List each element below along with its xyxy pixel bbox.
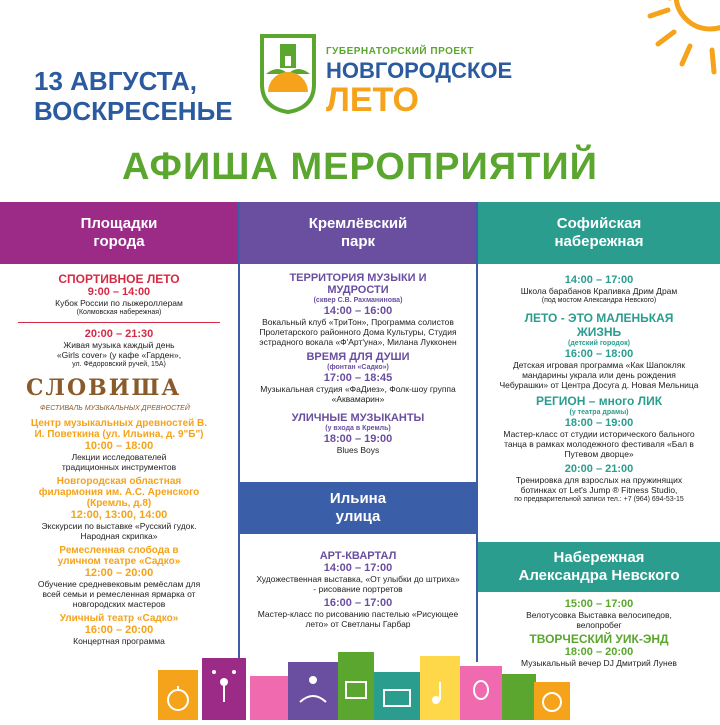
phil-desc: Экскурсии по выставке «Русский гудок. Народная скрипка» <box>41 521 197 541</box>
column-sofia-embankment <box>478 202 720 668</box>
region-desc: Мастер-класс от студии исторического бального танца в рамках молодежного фестиваля «Бал в Путевом дворце» <box>503 429 695 459</box>
drum-section <box>478 274 720 305</box>
sport-title: СПОРТИВНОЕ ЛЕТО <box>58 272 180 286</box>
region-title: РЕГИОН – много ЛИК <box>535 394 663 408</box>
territory-section <box>240 272 476 347</box>
territory-note: (сквер С.В. Рахманинова) <box>313 297 403 304</box>
date-line-2: ВОСКРЕСЕНЬЕ <box>34 96 233 126</box>
music-note-icon <box>420 656 460 720</box>
art-time-1: 14:00 – 17:00 <box>323 562 393 574</box>
phil-time: 12:00, 13:00, 14:00 <box>70 509 168 521</box>
column-header-sofia: Софийская набережная <box>478 202 720 264</box>
drum-desc: Школа барабанов Крапивка Дрим Драм <box>520 286 678 296</box>
book-icon <box>338 652 374 720</box>
sport-time: 9:00 – 14:00 <box>87 286 151 298</box>
theatre-time: 16:00 – 20:00 <box>84 624 154 636</box>
novgorod-summer-logo-icon <box>258 30 318 114</box>
logo-line-1: НОВГОРОДСКОЕ <box>326 58 513 83</box>
region-section <box>478 394 720 459</box>
soul-title: ВРЕМЯ ДЛЯ ДУШИ <box>306 351 410 363</box>
soul-desc: Музыкальная студия «ФаДиез», Фолк-шоу группа «Аквамарин» <box>260 384 456 404</box>
drum-note: (под мостом Александра Невского) <box>541 297 657 304</box>
sun-icon <box>610 0 720 90</box>
weekend-title: ТВОРЧЕСКИЙ УИК-ЭНД <box>529 632 669 646</box>
logo-text <box>326 46 512 117</box>
art-title: АРТ-КВАРТАЛ <box>319 550 397 562</box>
music-desc-2: «Girls cover» (у кафе «Гарден», <box>56 350 182 360</box>
theatre-desc: Концертная программа <box>73 636 165 646</box>
region-time: 18:00 – 19:00 <box>564 417 634 429</box>
column-city-venues <box>0 202 238 662</box>
theatre-title: Уличный театр «Садко» <box>59 613 179 624</box>
crafts-section <box>0 545 238 609</box>
philharmonic-section <box>0 476 238 541</box>
life-time: 16:00 – 18:00 <box>564 348 634 360</box>
logo-line-2: ЛЕТО <box>326 81 419 119</box>
column-header-city: Площадки города <box>0 202 238 264</box>
sport-desc: Кубок России по лыжероллерам <box>55 298 183 308</box>
music-note: ул. Фёдоровский ручей, 15А) <box>72 361 166 368</box>
drum-time: 14:00 – 17:00 <box>564 274 634 286</box>
life-desc: Детская игровая программа «Как Шапокляк мандарины украла или день рождения Чебурашки» от Центра Досуга д. Новая Мельница <box>499 360 699 390</box>
fitness-desc: Тренировка для взрослых на пружинящих ботинках от Let's Jump ® Fitness Studio, <box>515 475 683 495</box>
fitness-time: 20:00 – 21:00 <box>564 463 634 475</box>
soul-note: (фонтан «Садко») <box>327 364 389 371</box>
life-section <box>478 311 720 390</box>
theatre-section <box>0 613 238 646</box>
art-desc-2: Мастер-класс по рисованию пастелью «Рисующее лето» от Светланы Гарбар <box>257 609 459 629</box>
bike-desc: Велотусовка Выставка велосипедов, велопробег <box>526 610 672 630</box>
clapperboard-icon <box>374 672 420 720</box>
center-title: Центр музыкальных древностей В. И. Поветкина (ул. Ильина, д. 9"Б") <box>30 418 208 440</box>
volleyball-icon <box>534 682 570 720</box>
badminton-icon <box>460 666 502 720</box>
juggler-icon <box>202 658 246 720</box>
region-note: (у театра драмы) <box>569 409 629 416</box>
territory-time: 14:00 – 16:00 <box>323 305 393 317</box>
date-line-1: 13 АВГУСТА, <box>34 66 197 96</box>
street-section <box>240 412 476 455</box>
music-desc: Живая музыка каждый день <box>63 340 175 350</box>
pink-tile <box>250 676 290 720</box>
soul-section <box>240 351 476 404</box>
column-kremlin-park <box>238 202 478 662</box>
stopwatch-icon <box>158 670 198 720</box>
event-date <box>34 66 233 126</box>
weekend-time: 18:00 – 20:00 <box>564 646 634 658</box>
column-header-nevsky: Набережная Александра Невского <box>478 542 720 592</box>
territory-title: ТЕРРИТОРИЯ МУЗЫКИ И МУДРОСТИ <box>289 272 427 296</box>
slovisha-logo: СЛОВИША <box>26 375 182 401</box>
center-time: 10:00 – 18:00 <box>84 440 154 452</box>
slovisha-subtitle: ФЕСТИВАЛЬ МУЗЫКАЛЬНЫХ ДРЕВНОСТЕЙ <box>40 405 190 412</box>
divider <box>18 322 220 323</box>
art-section <box>240 550 476 629</box>
tshirt-icon <box>502 674 536 720</box>
art-desc-1: Художественная выставка, «От улыбки до штриха» - рисование портретов <box>256 574 460 594</box>
life-note: (детский городок) <box>568 340 630 347</box>
music-section <box>0 328 238 369</box>
street-title: УЛИЧНЫЕ МУЗЫКАНТЫ <box>291 412 425 424</box>
column-header-kremlin: Кремлёвский парк <box>240 202 476 264</box>
territory-desc: Вокальный клуб «ТриТон», Программа солистов Пролетарского районного Дома Культуры, Студия эстрадного вокала «Ф'Арт'уна», Милана Лукконен <box>259 317 457 347</box>
weekend-desc: Музыкальный вечер DJ Дмитрий Лунев <box>521 658 677 668</box>
yoga-icon <box>288 662 338 720</box>
logo-subtitle: ГУБЕРНАТОРСКИЙ ПРОЕКТ <box>326 46 475 57</box>
fitness-section <box>478 463 720 504</box>
column-header-ilyina: Ильина улица <box>240 482 476 534</box>
soul-time: 17:00 – 18:45 <box>323 372 393 384</box>
street-note: (у входа в Кремль) <box>325 425 391 432</box>
activity-icons-strip <box>150 652 570 720</box>
street-desc: Blues Boys <box>336 445 380 455</box>
art-time-2: 16:00 – 17:00 <box>323 597 393 609</box>
phil-title: Новгородская областная филармония им. А.С. Аренского (Кремль, д.8) <box>38 476 200 509</box>
center-desc: Лекции исследователей традиционных инструментов <box>61 452 177 472</box>
fitness-note: по предварительной записи тел.: +7 (964) 694-53-15 <box>514 496 684 503</box>
crafts-title: Ремесленная слобода в уличном театре «Садко» <box>57 545 181 567</box>
center-section <box>0 418 238 472</box>
music-time: 20:00 – 21:30 <box>84 328 154 340</box>
life-title: ЛЕТО - ЭТО МАЛЕНЬКАЯ ЖИЗНЬ <box>524 311 674 339</box>
sport-section <box>0 272 238 317</box>
street-time: 18:00 – 19:00 <box>323 433 393 445</box>
sport-note: (Колмовская набережная) <box>76 309 162 316</box>
bike-time: 15:00 – 17:00 <box>564 598 634 610</box>
page-title: АФИША МЕРОПРИЯТИЙ <box>122 146 598 188</box>
crafts-time: 12:00 – 20:00 <box>84 567 154 579</box>
crafts-desc: Обучение средневековым ремёслам для всей семьи и ремесленная ярмарка от новгородских мастеров <box>37 579 201 609</box>
